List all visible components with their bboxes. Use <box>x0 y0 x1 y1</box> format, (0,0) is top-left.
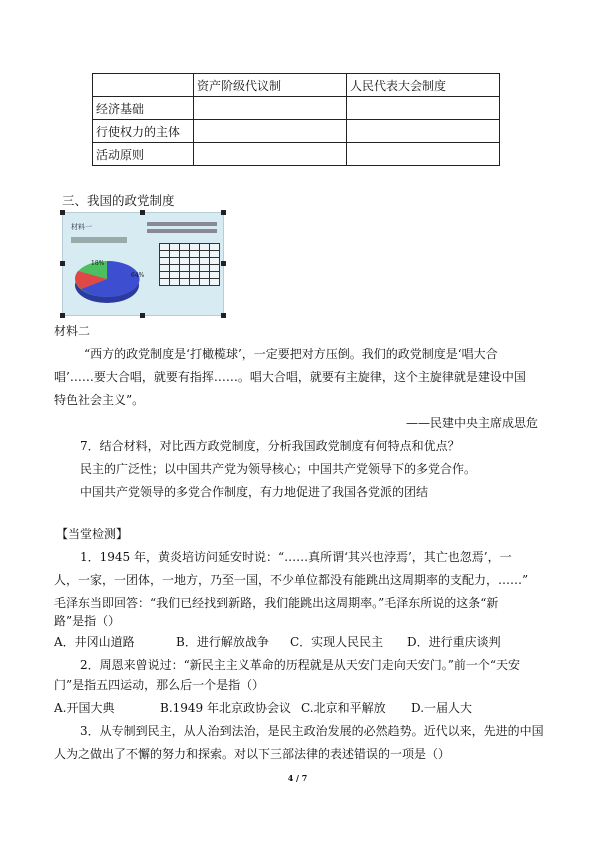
page-number: 4 / 7 <box>287 773 308 783</box>
option-b: B．进行解放战争 <box>176 635 269 649</box>
question-text: 毛泽东当即回答：“我们已经找到新路，我们能跳出这周期率。”毛泽东所说的这条“新 <box>54 596 499 610</box>
option-c: C.北京和平解放 <box>301 701 386 715</box>
figure-label: 材料一 <box>71 223 92 231</box>
table-header-row <box>93 74 500 97</box>
table-row <box>93 143 500 166</box>
answer-line: 民主的广泛性；以中国共产党为领导核心；中国共产党领导下的多党合作。 <box>80 462 477 476</box>
resize-handle[interactable] <box>221 261 226 266</box>
question-text: 1．1945 年，黄炎培访问延安时说：“……真所谓‘其兴也浡焉’，其亡也忽焉’，一 <box>80 550 512 564</box>
answer-cell <box>347 97 500 120</box>
option-a: A.开国大典 <box>54 701 115 715</box>
material-label: 材料二 <box>54 324 91 338</box>
material-one-figure <box>62 212 224 316</box>
answer-cell <box>347 120 500 143</box>
answer-cell <box>194 120 347 143</box>
quote-line: “西方的政党制度是‘打橄榄球’，一定要把对方压倒。我们的政党制度是‘唱大合 <box>84 347 498 361</box>
resize-handle[interactable] <box>60 210 65 215</box>
table-row <box>93 97 500 120</box>
question-text: 人为之做出了不懈的努力和探索。对以下三部法律的表述错误的一项是（） <box>54 747 451 761</box>
resize-handle[interactable] <box>140 210 145 215</box>
table-row <box>93 120 500 143</box>
slice-label: 18% <box>91 260 105 267</box>
table-header-cell: 资产阶级代议制 <box>194 74 347 97</box>
quote-line: 唱’……要大合唱，就要有指挥……。唱大合唱，就要有主旋律，这个主旋律就是建设中国 <box>54 370 526 384</box>
comparison-table <box>92 73 500 166</box>
question-text: 3．从专制到民主，从人治到法治，是民主政治发展的必然趋势。近代以来，先进的中国 <box>80 724 544 738</box>
section-heading: 三、我国的政党制度 <box>62 193 175 208</box>
question-text: 人，一家，一团体，一地方，乃至一国，不少单位都没有能跳出这周期率的支配力，……” <box>54 573 529 587</box>
option-d: D.一届人大 <box>411 701 473 715</box>
row-label: 经济基础 <box>93 97 194 120</box>
resize-handle[interactable] <box>140 313 145 318</box>
answer-cell <box>347 143 500 166</box>
question-text: 2．周恩来曾说过：“新民主主义革命的历程就是从天安门走向天安门。”前一个“天安 <box>80 658 521 672</box>
resize-handle[interactable] <box>221 210 226 215</box>
resize-handle[interactable] <box>60 261 65 266</box>
question-text: 门”是指五四运动，那么后一个是指（） <box>54 678 265 692</box>
row-label: 活动原则 <box>93 143 194 166</box>
option-d: D．进行重庆谈判 <box>407 635 501 649</box>
resize-handle[interactable] <box>60 313 65 318</box>
answer-cell <box>194 97 347 120</box>
figure-title-bar <box>147 229 217 233</box>
figure-data-table <box>159 243 220 286</box>
option-c: C．实现人民民主 <box>290 635 384 649</box>
section-heading: 【当堂检测】 <box>56 527 129 541</box>
slice-label: 64% <box>131 272 145 279</box>
row-label: 行使权力的主体 <box>93 120 194 143</box>
answer-cell <box>194 143 347 166</box>
question-text: 路”是指（） <box>54 614 121 628</box>
option-b: B.1949 年北京政协会议 <box>160 701 291 715</box>
table-header-cell: 人民代表大会制度 <box>347 74 500 97</box>
option-a: A．井冈山道路 <box>54 635 135 649</box>
quote-line: 特色社会主义”。 <box>54 393 145 407</box>
quote-attribution: ——民建中央主席成思危 <box>405 416 538 430</box>
answer-line: 中国共产党领导的多党合作制度，有力地促进了我国各党派的团结 <box>80 485 429 499</box>
resize-handle[interactable] <box>221 313 226 318</box>
table-header-cell <box>93 74 194 97</box>
figure-title-bar <box>147 222 217 226</box>
figure-caption-bar <box>71 237 127 243</box>
question-7: 7．结合材料，对比西方政党制度，分析我国政党制度有何特点和优点？ <box>80 439 460 453</box>
pie-chart-icon <box>69 247 151 309</box>
